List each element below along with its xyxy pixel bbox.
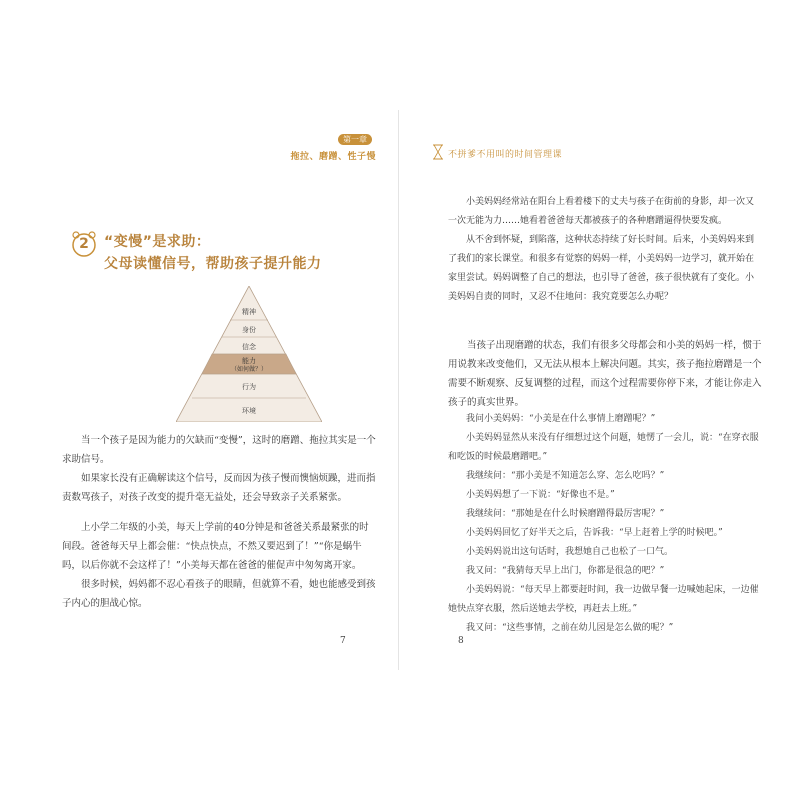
section-title: “变慢”是求助： (104, 234, 211, 250)
paragraph: 当孩子出现磨蹭的状态，我们有很多父母都会和小美的妈妈一样，惯于用说教来改变他们，又无法从根本上解决问题。其实，孩子拖拉磨蹭是一个需要不断观察、反复调整的过程，而这个过程需要你停下来，才能让你走入孩子的真实世界。 (448, 340, 762, 408)
chapter-tag: 第一章 (338, 134, 372, 145)
running-head: 拖拉、磨蹭、性子慢 (290, 152, 376, 162)
left-body-2 (62, 518, 376, 613)
section-number: 2 (79, 236, 89, 252)
paragraph: 当一个孩子是因为能力的欠缺而“变慢”，这时的磨蹭、拖拉其实是一个求助信号。 (62, 435, 376, 465)
dialogue-line: 小美妈妈回忆了好半天之后，告诉我：“早上赶着上学的时候吧。” (466, 528, 723, 538)
page-number: 7 (340, 636, 346, 646)
left-page (42, 118, 376, 658)
dialogue-line: 我继续问：“那小美是不知道怎么穿、怎么吃吗？” (466, 471, 665, 481)
pyramid-level-ability: 能力 (242, 357, 256, 365)
pyramid-level-spirit: 精神 (242, 308, 256, 316)
section-subtitle: 父母读懂信号，帮助孩子提升能力 (104, 256, 322, 272)
dialogue-line: 我又问：“我猜每天早上出门，你都是很急的吧？” (466, 566, 665, 576)
pyramid-level-identity: 身份 (242, 326, 256, 334)
hourglass-icon (432, 144, 444, 160)
pyramid-level-belief: 信念 (242, 343, 256, 351)
paragraph: 上小学二年级的小美，每天上学前的40分钟是和爸爸关系最紧张的时间段。爸爸每天早上都会催：“快点快点，不然又要迟到了！”“你是蜗牛吗，以后你就不会这样了！”小美每天都在爸爸的催促声中匆匆离开家。 (62, 522, 369, 571)
dialogue-line: 我又问：“这些事情，之前在幼儿园是怎么做的呢？” (466, 623, 674, 633)
pyramid-level-environment: 环境 (242, 407, 256, 415)
running-head: 不拼爹不用叫的时间管理课 (448, 150, 563, 160)
paragraph: 小美妈妈经常站在阳台上看着楼下的丈夫与孩子在街前的身影，却一次又一次无能为力……她看着爸爸每天都被孩子的各种磨蹭逼得快要发疯。 (448, 197, 755, 226)
dialogue-line: 小美妈妈说出这句话时，我想她自己也松了一口气。 (466, 547, 674, 557)
right-body-1 (448, 193, 762, 307)
dialogue-line: 小美妈妈显然从来没有仔细想过这个问题，她愣了一会儿，说：“在穿衣服和吃饭的时候最磨蹭吧。” (448, 433, 759, 462)
paragraph: 很多时候，妈妈都不忍心看孩子的眼睛，但就算不看，她也能感受到孩子内心的胆战心惊。 (62, 579, 376, 609)
page-number: 8 (458, 636, 464, 646)
dialogue-line: 我继续问：“那她是在什么时候磨蹭得最厉害呢？” (466, 509, 665, 519)
dialogue-line: 小美妈妈说：“每天早上都要赶时间，我一边做早餐一边喊她起床，一边催她快点穿衣服，然后送她去学校，再赶去上班。” (448, 585, 759, 614)
page-gutter (398, 110, 399, 670)
right-body-2 (448, 336, 762, 412)
logical-levels-pyramid (176, 286, 322, 422)
pyramid-level-behavior: 行为 (242, 383, 256, 391)
paragraph: 从不舍到怀疑，到陷落，这种状态持续了好长时间。后来，小美妈妈来到了我们的家长课堂。和很多有觉察的妈妈一样，小美妈妈一边学习，就开始在家里尝试。妈妈调整了自己的想法，也引导了爸爸，孩子很快就有了变化。小美妈妈自责的同时，又忍不住地问：我究竟要怎么办呢？ (448, 235, 755, 302)
pyramid-level-ability-note: （如何做？） (230, 366, 268, 373)
dialogue-line: 我问小美妈妈：“小美是在什么事情上磨蹭呢？” (466, 414, 656, 424)
right-page (428, 118, 762, 658)
alarm-clock-icon (70, 230, 98, 258)
paragraph: 如果家长没有正确解读这个信号，反而因为孩子慢而懊恼烦躁，进而指责数骂孩子，对孩子改变的提升毫无益处，还会导致亲子关系紧张。 (62, 473, 376, 503)
left-body-1 (62, 431, 376, 507)
dialogue-line: 小美妈妈想了一下说：“好像也不是。” (466, 490, 615, 500)
dialogue-block (448, 410, 762, 638)
